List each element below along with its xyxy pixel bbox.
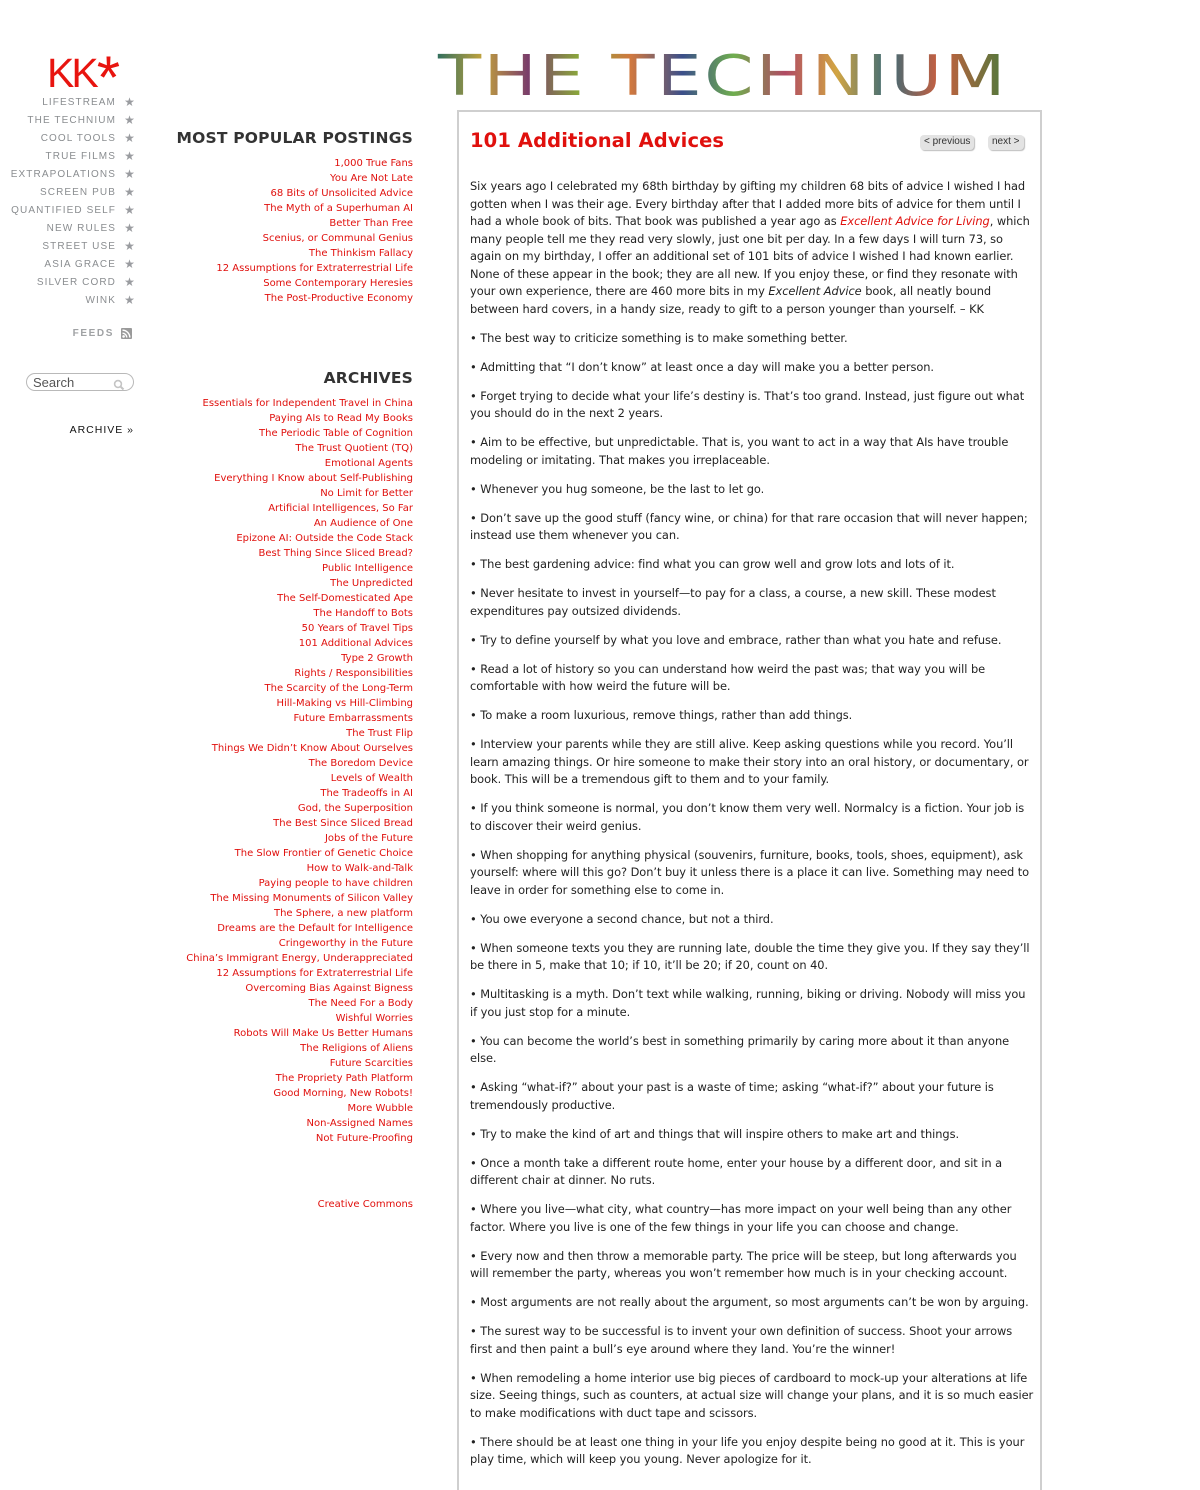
archive-post-link[interactable]: Robots Will Make Us Better Humans bbox=[233, 1028, 413, 1039]
nav-item-cool-tools[interactable] bbox=[0, 129, 136, 147]
advice-item: • When someone texts you they are running late, double the time they give you. If they say they’ll be there in 5, make that 10; if 10, it’ll be 20; if 20, count on 40. bbox=[470, 940, 1030, 972]
archive-post-item bbox=[150, 561, 413, 576]
archive-post-item bbox=[150, 1041, 413, 1056]
archive-post-item bbox=[150, 456, 413, 471]
archive-post-link[interactable]: Cringeworthy in the Future bbox=[278, 938, 413, 949]
archive-post-item bbox=[150, 1056, 413, 1071]
nav-item-label: SCREEN PUB bbox=[39, 186, 116, 198]
nav-item-screen-pub[interactable] bbox=[0, 183, 136, 201]
archive-post-link[interactable]: The Scarcity of the Long-Term bbox=[264, 683, 413, 694]
advice-item: • When shopping for anything physical (souvenirs, furniture, books, tools, shoes, equipment), ask yourself: where will this go? Don’t buy it unless there is a place it can live. Something may need to leave in order for something else to come in. bbox=[470, 847, 1030, 897]
archive-post-item bbox=[150, 756, 413, 771]
search-box[interactable] bbox=[26, 373, 134, 391]
archive-post-link[interactable]: The Need For a Body bbox=[308, 998, 413, 1009]
popular-post-link[interactable]: 12 Assumptions for Extraterrestrial Life bbox=[216, 263, 413, 274]
archive-post-link[interactable]: How to Walk-and-Talk bbox=[306, 863, 413, 874]
archive-post-item bbox=[150, 546, 413, 561]
archive-post-link[interactable]: No Limit for Better bbox=[320, 488, 413, 499]
archive-post-item bbox=[150, 591, 413, 606]
archive-link[interactable]: ARCHIVE » bbox=[69, 424, 134, 436]
archive-post-link[interactable]: The Trust Flip bbox=[346, 728, 413, 739]
archive-post-item bbox=[150, 606, 413, 621]
advice-item: • Read a lot of history so you can understand how weird the past was; that way you will be comfortable with how weird the future will be. bbox=[470, 661, 986, 693]
archive-post-item bbox=[150, 981, 413, 996]
advice-item: • Aim to be effective, but unpredictable. That is, you want to act in a way that AIs have trouble modeling or imitating. That makes you irreplaceable. bbox=[470, 435, 1009, 467]
nav-item-label: WINK bbox=[85, 294, 116, 306]
nav-item-true-films[interactable] bbox=[0, 147, 136, 165]
advice-item: • Asking “what-if?” about your past is a waste of time; asking “what-if?” about your future is tremendously productive. bbox=[470, 1080, 994, 1112]
archive-post-link[interactable]: Wishful Worries bbox=[335, 1013, 413, 1024]
advice-item: • Interview your parents while they are still alive. Keep asking questions while you record. You’ll learn amazing things. Or hire someone to make their story into an oral history, or documentary, or book. This will be a tremendous gift to them and to your family. bbox=[470, 737, 1029, 786]
archive-post-link[interactable]: Jobs of the Future bbox=[324, 833, 413, 844]
star-icon: ★ bbox=[124, 113, 136, 127]
archive-post-item bbox=[150, 816, 413, 831]
advice-item: • There should be at least one thing in your life you enjoy despite being no good at it. This is your play time, which will keep you young. Never apologize for it. bbox=[470, 1434, 1025, 1466]
advice-item: • The best way to criticize something is to make something better. bbox=[470, 330, 848, 345]
nav-item-asia-grace[interactable] bbox=[0, 255, 136, 273]
archive-post-link[interactable]: Future Embarrassments bbox=[293, 713, 413, 724]
archive-post-link[interactable]: Levels of Wealth bbox=[330, 773, 413, 784]
archive-post-item bbox=[150, 441, 413, 456]
archive-post-item bbox=[150, 486, 413, 501]
book-title-italic: Excellent Advice bbox=[768, 284, 862, 298]
article-intro bbox=[470, 178, 1036, 318]
star-icon: ★ bbox=[124, 149, 136, 163]
archive-post-link[interactable]: The Religions of Aliens bbox=[300, 1043, 413, 1054]
nav-item-label: QUANTIFIED SELF bbox=[11, 204, 116, 216]
archive-post-link[interactable]: Everything I Know about Self-Publishing bbox=[214, 473, 413, 484]
advice-list bbox=[470, 330, 1036, 1469]
archive-post-item bbox=[150, 411, 413, 426]
star-icon: ★ bbox=[124, 95, 136, 109]
advice-item: • When remodeling a home interior use big pieces of cardboard to mock-up your alterations at life size. Seeing things, such as counters, at actual size will change your plans, and it is so much easier to make modifications with duct tape and scissors. bbox=[470, 1370, 1034, 1420]
most-popular-heading: MOST POPULAR POSTINGS bbox=[176, 129, 413, 147]
archive-post-item bbox=[150, 1026, 413, 1041]
article-title: 101 Additional Advices bbox=[470, 129, 725, 152]
star-icon: ★ bbox=[124, 167, 136, 181]
archive-post-link[interactable]: China’s Immigrant Energy, Underappreciated bbox=[186, 953, 413, 964]
advice-item: • Once a month take a different route home, enter your house by a different door, and sit in a different chair at dinner. No ruts. bbox=[470, 1155, 1003, 1187]
nav-item-wink[interactable] bbox=[0, 291, 136, 309]
archive-post-link[interactable]: Future Scarcities bbox=[329, 1058, 413, 1069]
technium-banner[interactable] bbox=[436, 46, 1011, 98]
advice-item: • Where you live—what city, what country—has more impact on your well being than any other factor. Where you live is one of the few things in your life you can choose and change. bbox=[470, 1202, 1012, 1234]
article-body bbox=[470, 178, 1036, 1480]
nav-item-street-use[interactable] bbox=[0, 237, 136, 255]
feeds-link[interactable] bbox=[0, 328, 132, 339]
archive-post-item bbox=[150, 1086, 413, 1101]
advice-item: • Try to make the kind of art and things that will inspire others to make art and things. bbox=[470, 1126, 960, 1141]
archive-post-link[interactable]: Paying people to have children bbox=[258, 878, 413, 889]
archive-post-link[interactable]: An Audience of One bbox=[313, 518, 413, 529]
star-icon: ★ bbox=[124, 239, 136, 253]
popular-post-item bbox=[150, 186, 413, 201]
archive-post-item bbox=[150, 501, 413, 516]
archive-post-item bbox=[150, 681, 413, 696]
archive-post-item bbox=[150, 711, 413, 726]
archive-post-item bbox=[150, 471, 413, 486]
intro-text-1: Six years ago I celebrated my 68th birthday by gifting my children 68 bits of advice I wished I had gotten when I was their age. Every birthday after that I added more bits of advice for them until I had a whole book of bits. That book was published a year ago as bbox=[470, 179, 1026, 228]
archive-post-item bbox=[150, 696, 413, 711]
advice-item: • Never hesitate to invest in yourself—to pay for a class, a course, a new skill. These modest expenditures pay outsized dividends. bbox=[470, 586, 996, 618]
archive-post-item bbox=[150, 516, 413, 531]
archive-post-link[interactable]: The Missing Monuments of Silicon Valley bbox=[210, 893, 413, 904]
nav-item-label: ASIA GRACE bbox=[44, 258, 116, 270]
intro-text-2: , which many people tell me they read very slowly, just one bit per day. In a few days I will turn 73, so again on my birthday, I offer an additional set of 101 bits of advice I wished I had known earlier. None of these appear in the book; they are all new. If you enjoy these, or find they resonate with your own experience, there are 460 more bits in my bbox=[470, 214, 1030, 298]
archive-post-item bbox=[150, 576, 413, 591]
advice-item: • To make a room luxurious, remove things, rather than add things. bbox=[470, 708, 853, 722]
archive-post-link[interactable]: 12 Assumptions for Extraterrestrial Life bbox=[216, 968, 413, 979]
popular-post-item bbox=[150, 156, 413, 171]
previous-button[interactable]: < previous bbox=[920, 135, 974, 150]
archive-post-item bbox=[150, 966, 413, 981]
banner-title: THE TECHNIUM bbox=[436, 46, 1008, 98]
popular-post-link[interactable]: Some Contemporary Heresies bbox=[263, 278, 413, 289]
popular-post-item bbox=[150, 231, 413, 246]
star-icon: ★ bbox=[124, 185, 136, 199]
next-button[interactable]: next > bbox=[988, 135, 1024, 150]
advice-item: • Most arguments are not really about the argument, so most arguments can’t be won by arguing. bbox=[470, 1295, 1029, 1309]
popular-post-item bbox=[150, 201, 413, 216]
archive-post-item bbox=[150, 846, 413, 861]
nav-item-the-technium[interactable] bbox=[0, 111, 136, 129]
nav-item-label: NEW RULES bbox=[46, 222, 116, 234]
nav-item-label: SILVER CORD bbox=[36, 276, 116, 288]
star-icon: ★ bbox=[124, 221, 136, 235]
archive-post-item bbox=[150, 801, 413, 816]
archive-post-link[interactable]: More Wubble bbox=[347, 1103, 413, 1114]
archive-post-item bbox=[150, 396, 413, 411]
advice-item: • Whenever you hug someone, be the last to let go. bbox=[470, 481, 765, 496]
archive-post-link[interactable]: The Boredom Device bbox=[308, 758, 413, 769]
archive-post-item bbox=[150, 876, 413, 891]
archive-post-link[interactable]: The Periodic Table of Cognition bbox=[259, 428, 413, 439]
archive-post-link[interactable]: The Trust Quotient (TQ) bbox=[295, 443, 413, 454]
intro-text-3: book, all neatly bound between hard covers, in a handy size, ready to gift to a person younger than yourself. – KK bbox=[470, 284, 992, 316]
nav-item-label: STREET USE bbox=[42, 240, 116, 252]
archive-post-item bbox=[150, 921, 413, 936]
star-icon: ★ bbox=[124, 293, 136, 307]
archive-post-link[interactable]: The Best Since Sliced Bread bbox=[273, 818, 413, 829]
star-icon: ★ bbox=[124, 257, 136, 271]
advice-item: • Multitasking is a myth. Don’t text while walking, running, biking or driving. Nobody will miss you if you just stop for a minute. bbox=[470, 987, 1026, 1019]
nav-item-label: COOL TOOLS bbox=[40, 132, 116, 144]
advice-item: • The surest way to be successful is to invent your own definition of success. Shoot your arrows first and then paint a bull’s eye around where they land. You’re the winner! bbox=[470, 1324, 1013, 1356]
archive-post-link[interactable]: Good Morning, New Robots! bbox=[273, 1088, 413, 1099]
search-icon[interactable] bbox=[113, 376, 125, 395]
popular-post-link[interactable]: 1,000 True Fans bbox=[334, 158, 413, 169]
archive-post-link[interactable]: Rights / Responsibilities bbox=[294, 668, 413, 679]
archive-post-link[interactable]: The Sphere, a new platform bbox=[273, 908, 413, 919]
archive-post-link[interactable]: Paying AIs to Read My Books bbox=[269, 413, 413, 424]
archive-post-link[interactable]: The Propriety Path Platform bbox=[275, 1073, 413, 1084]
nav-item-silver-cord[interactable] bbox=[0, 273, 136, 291]
archive-post-link[interactable]: Essentials for Independent Travel in China bbox=[202, 398, 413, 409]
archive-post-link[interactable]: The Handoff to Bots bbox=[313, 608, 413, 619]
most-popular-section bbox=[150, 129, 413, 306]
archive-post-item bbox=[150, 1131, 413, 1146]
archive-post-link[interactable]: Not Future-Proofing bbox=[315, 1133, 413, 1144]
archive-post-link[interactable]: 50 Years of Travel Tips bbox=[301, 623, 413, 634]
star-icon: ★ bbox=[124, 203, 136, 217]
archive-post-link[interactable]: The Self-Domesticated Ape bbox=[277, 593, 413, 604]
star-icon: ★ bbox=[124, 131, 136, 145]
archives-section bbox=[150, 369, 413, 1146]
advice-item: • Try to define yourself by what you love and embrace, rather than what you hate and refuse. bbox=[470, 632, 1002, 647]
archive-post-item bbox=[150, 936, 413, 951]
popular-post-link[interactable]: The Myth of a Superhuman AI bbox=[264, 203, 413, 214]
nav-item-extrapolations[interactable] bbox=[0, 165, 136, 183]
archive-post-link[interactable]: Type 2 Growth bbox=[341, 653, 413, 664]
logo-star: * bbox=[96, 44, 121, 111]
popular-post-link[interactable]: Scenius, or Communal Genius bbox=[262, 233, 413, 244]
article-panel bbox=[457, 110, 1042, 1490]
archive-post-item bbox=[150, 651, 413, 666]
archive-post-item bbox=[150, 771, 413, 786]
archive-post-link[interactable]: Epizone AI: Outside the Code Stack bbox=[236, 533, 413, 544]
nav-item-lifestream[interactable] bbox=[0, 93, 136, 111]
archive-post-item bbox=[150, 666, 413, 681]
advice-item: • You can become the world’s best in something primarily by caring more about it than anyone else. bbox=[470, 1033, 1010, 1065]
archive-post-link[interactable]: Things We Didn’t Know About Ourselves bbox=[211, 743, 413, 754]
nav-item-label: TRUE FILMS bbox=[45, 150, 116, 162]
popular-post-item bbox=[150, 291, 413, 306]
nav-item-new-rules[interactable] bbox=[0, 219, 136, 237]
archive-post-item bbox=[150, 996, 413, 1011]
rss-icon bbox=[121, 328, 132, 339]
most-popular-list bbox=[150, 156, 413, 306]
archive-post-item bbox=[150, 426, 413, 441]
archive-post-item bbox=[150, 906, 413, 921]
archive-post-item bbox=[150, 741, 413, 756]
creative-commons-section bbox=[150, 1199, 413, 1210]
archive-post-link[interactable]: Non-Assigned Names bbox=[306, 1118, 413, 1129]
popular-post-item bbox=[150, 216, 413, 231]
archive-post-link[interactable]: Dreams are the Default for Intelligence bbox=[217, 923, 413, 934]
creative-commons-link[interactable]: Creative Commons bbox=[317, 1199, 413, 1210]
archive-post-link[interactable]: God, the Superposition bbox=[297, 803, 413, 814]
popular-post-item bbox=[150, 171, 413, 186]
nav-item-label: THE TECHNIUM bbox=[27, 114, 116, 126]
advice-item: • Admitting that “I don’t know” at least once a day will make you a better person. bbox=[470, 359, 934, 374]
popular-post-link[interactable]: 68 Bits of Unsolicited Advice bbox=[270, 188, 413, 199]
advice-item: • Don’t save up the good stuff (fancy wine, or china) for that rare occasion that will never happen; instead use them whenever you can. bbox=[470, 510, 1028, 542]
archive-post-item bbox=[150, 1011, 413, 1026]
nav-item-quantified-self[interactable] bbox=[0, 201, 136, 219]
logo-text: KK bbox=[47, 50, 96, 96]
archive-post-link[interactable]: Overcoming Bias Against Bigness bbox=[245, 983, 413, 994]
feeds-label: FEEDS bbox=[72, 328, 114, 339]
archive-post-item bbox=[150, 786, 413, 801]
archive-post-link[interactable]: Public Intelligence bbox=[322, 563, 413, 574]
archive-post-link[interactable]: The Slow Frontier of Genetic Choice bbox=[234, 848, 413, 859]
nav-item-label: LIFESTREAM bbox=[42, 96, 116, 108]
archive-post-link[interactable]: Best Thing Since Sliced Bread? bbox=[258, 548, 413, 559]
popular-post-link[interactable]: You Are Not Late bbox=[330, 173, 413, 184]
archive-post-item bbox=[150, 1116, 413, 1131]
archive-post-item bbox=[150, 636, 413, 651]
archive-post-item bbox=[150, 861, 413, 876]
archive-post-link[interactable]: Hill-Making vs Hill-Climbing bbox=[276, 698, 413, 709]
archive-post-item bbox=[150, 726, 413, 741]
star-icon: ★ bbox=[124, 275, 136, 289]
advice-item: • You owe everyone a second chance, but not a third. bbox=[470, 911, 774, 926]
archives-heading: ARCHIVES bbox=[323, 369, 413, 387]
popular-post-item bbox=[150, 276, 413, 291]
popular-post-item bbox=[150, 261, 413, 276]
archives-list bbox=[150, 396, 413, 1146]
popular-post-item bbox=[150, 246, 413, 261]
advice-item: • Every now and then throw a memorable party. The price will be steep, but long afterwards you will remember the party, whereas you won’t remember how much is in your checking account. bbox=[470, 1248, 1017, 1280]
archive-post-link[interactable]: 101 Additional Advices bbox=[298, 638, 413, 649]
nav-item-label: EXTRAPOLATIONS bbox=[10, 168, 116, 180]
archive-post-item bbox=[150, 1101, 413, 1116]
book-link[interactable]: Excellent Advice for Living bbox=[840, 214, 990, 228]
archive-post-item bbox=[150, 531, 413, 546]
archive-post-item bbox=[150, 831, 413, 846]
archive-post-item bbox=[150, 1071, 413, 1086]
advice-item: • The best gardening advice: find what you can grow well and grow lots and lots of it. bbox=[470, 557, 955, 571]
archive-post-item bbox=[150, 621, 413, 636]
advice-item: • Forget trying to decide what your life’s destiny is. That’s too grand. Instead, just figure out what you should do in the next 2 years. bbox=[470, 388, 1025, 420]
archive-post-link[interactable]: The Tradeoffs in AI bbox=[320, 788, 413, 799]
popular-post-link[interactable]: Better Than Free bbox=[329, 218, 413, 229]
archive-post-item bbox=[150, 891, 413, 906]
archive-post-link[interactable]: The Unpredicted bbox=[330, 578, 413, 589]
archive-post-link[interactable]: Emotional Agents bbox=[324, 458, 413, 469]
archive-post-link[interactable]: Artificial Intelligences, So Far bbox=[268, 503, 413, 514]
popular-post-link[interactable]: The Post-Productive Economy bbox=[264, 293, 413, 304]
search-input[interactable] bbox=[33, 375, 113, 390]
popular-post-link[interactable]: The Thinkism Fallacy bbox=[308, 248, 413, 259]
site-nav bbox=[0, 93, 136, 309]
advice-item: • If you think someone is normal, you don’t know them very well. Normalcy is a fiction. Your job is to discover their weird genius. bbox=[470, 801, 1025, 833]
archive-post-item bbox=[150, 951, 413, 966]
